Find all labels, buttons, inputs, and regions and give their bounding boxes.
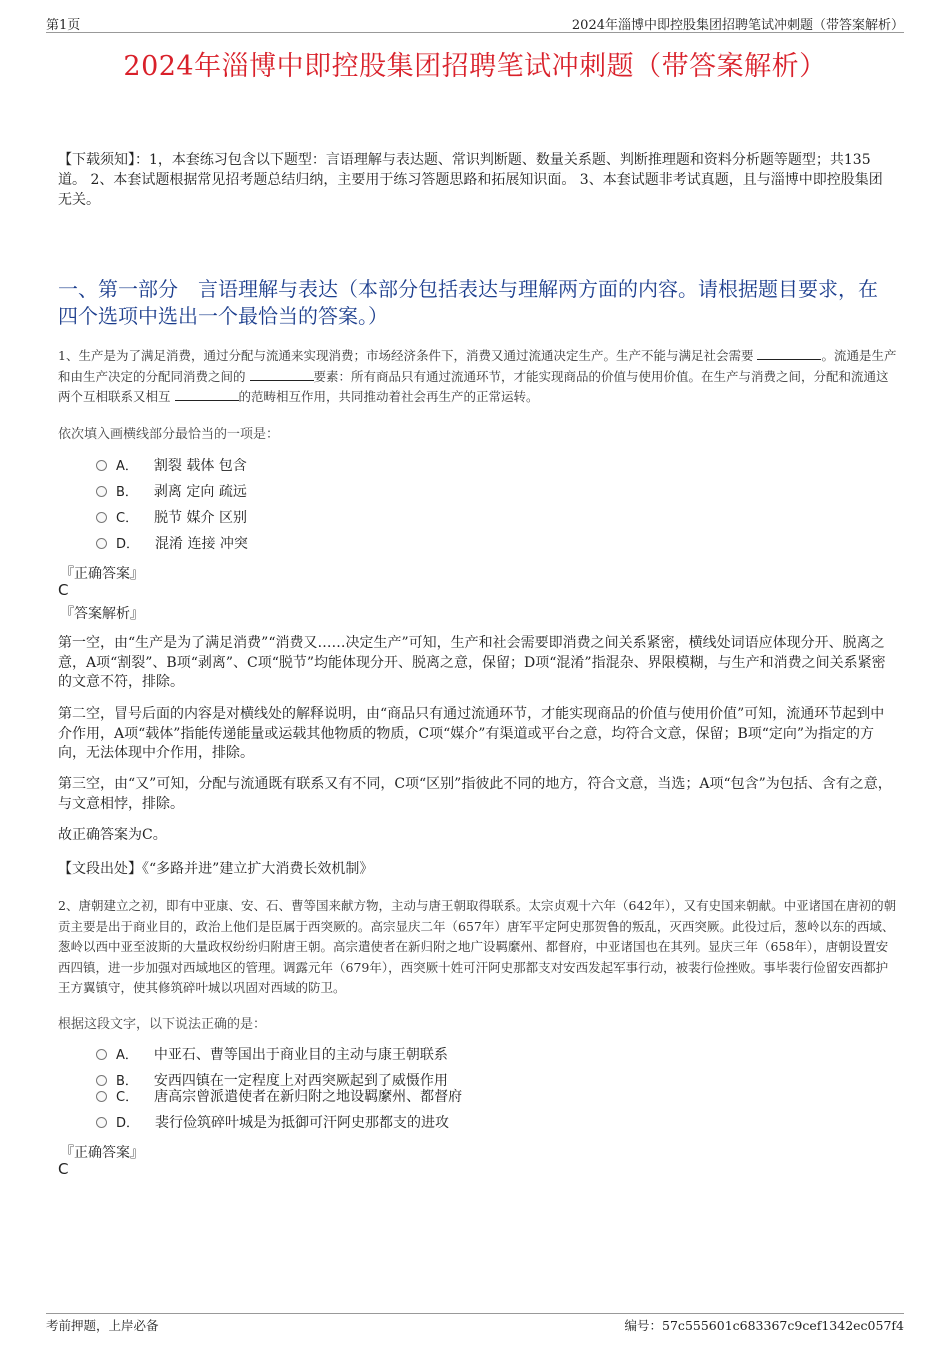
- question-2-text: 2、唐朝建立之初，即有中亚康、安、石、曹等国来献方物，主动与唐王朝取得联系。太宗贞观十六年（642年），又有史国来朝献。中亚诸国在唐初的朝贡主要是出于商业目的，政治上他们是臣属于西突厥的。高宗显庆二年（657年）唐军平定阿史那贺鲁的叛乱，灭西突厥。此役过后，葱岭以东的西域、葱岭以西中亚至波斯的大量政权纷纷归附唐王朝。高宗遣使者在新归附之地广设羁縻州、都督府，中亚诸国也在其列。显庆三年（658年），唐朝设置安西四镇，进一步加强对西域地区的管理。调露元年（679年），西突厥十姓可汗阿史那都支对安西发起军事行动，被裴行俭挫败。事毕裴行俭留安西都护王方翼镇守，使其修筑碎叶城以巩固对西域的防卫。: [58, 898, 897, 995]
- q1-answer: C: [58, 581, 69, 599]
- page-footer: [46, 1313, 904, 1334]
- q1-analysis-label: 『答案解析』: [60, 606, 144, 622]
- radio-icon[interactable]: [96, 1075, 107, 1086]
- radio-icon[interactable]: [96, 460, 107, 471]
- q2-answer: C: [58, 1160, 69, 1178]
- fill-blank-1: [757, 347, 821, 360]
- question-1-prompt: 依次填入画横线部分最恰当的一项是：: [58, 427, 280, 442]
- section-heading: 一、第一部分 言语理解与表达（本部分包括表达与理解两方面的内容。请根据题目要求，在四个选项中选出一个最恰当的答案。）: [58, 277, 878, 328]
- page-title: 2024年淄博中即控股集团招聘笔试冲刺题（带答案解析）: [123, 51, 827, 82]
- radio-icon[interactable]: [96, 486, 107, 497]
- fill-blank-2: [250, 368, 314, 381]
- footer-serial: 编号：57c555601c683367c9cef1342ec057f4: [624, 1318, 904, 1333]
- q2-option-b[interactable]: B． 安西四镇在一定程度上对西突厥起到了威慑作用: [96, 1071, 448, 1091]
- question-1-text: 1、生产是为了满足消费，通过分配与流通来实现消费；市场经济条件下，消费又通过流通决定生产。生产不能与满足社会需要 。流通是生产和由生产决定的分配同消费之间的 要素：所有商品只有通过流通环节，才能实现商品的价值与使用价值。在生产与消费之间，分配和流通这两个互相联系又相互 的范畴相互作用，共同推动着社会再生产的正常运转。: [58, 348, 897, 404]
- fill-blank-3: [175, 388, 239, 401]
- q1-option-a[interactable]: A． 割裂 载体 包含: [96, 456, 247, 476]
- q1-option-b[interactable]: B． 剥离 定向 疏远: [96, 482, 247, 502]
- q1-source: 【文段出处】《“多路并进”建立扩大消费长效机制》: [58, 861, 374, 877]
- q1-analysis-para-2: 第二空，冒号后面的内容是对横线处的解释说明，由“商品只有通过流通环节，才能实现商品的价值与使用价值”可知，流通环节起到中介作用，A项“载体”指能传递能量或运载其他物质的物质，C项“媒介”有渠道或平台之意，均符合文意，保留；B项“定向”为指定的方向，无法体现中介作用，排除。: [58, 706, 885, 761]
- page-number: 第1页: [46, 18, 81, 33]
- q2-option-a[interactable]: A． 中亚石、曹等国出于商业目的主动与康王朝联系: [96, 1045, 448, 1065]
- q2-option-c[interactable]: C． 唐高宗曾派遣使者在新归附之地设羁縻州、都督府: [96, 1087, 462, 1107]
- q1-option-c[interactable]: C． 脱节 媒介 区别: [96, 508, 247, 528]
- q1-option-d[interactable]: D． 混淆 连接 冲突: [96, 534, 248, 554]
- radio-icon[interactable]: [96, 1117, 107, 1128]
- page-header: [46, 14, 904, 33]
- radio-icon[interactable]: [96, 538, 107, 549]
- q2-answer-label: 『正确答案』: [60, 1145, 144, 1161]
- download-notice: 【下载须知】：1，本套练习包含以下题型：言语理解与表达题、常识判断题、数量关系题、判断推理题和资料分析题等题型；共135道。 2、本套试题根据常见招考题总结归纳，主要用于练习答题思路和拓展知识面。 3、本套试题非考试真题，且与淄博中即控股集团无关。: [58, 152, 883, 208]
- q1-analysis-conclusion: 故正确答案为C。: [58, 827, 167, 843]
- q1-analysis-para-1: 第一空，由“生产是为了满足消费”“消费又……决定生产”可知，生产和社会需要即消费之间关系紧密，横线处词语应体现分开、脱离之意，A项“割裂”、B项“剥离”、C项“脱节”均能体现分开、脱离之意，保留；D项“混淆”指混杂、界限模糊，与生产和消费之间关系紧密的文意不符，排除。: [58, 635, 886, 690]
- q1-answer-label: 『正确答案』: [60, 566, 144, 582]
- footer-slogan: 考前押题，上岸必备: [46, 1318, 159, 1333]
- radio-icon[interactable]: [96, 1091, 107, 1102]
- question-2-prompt: 根据这段文字，以下说法正确的是：: [58, 1017, 267, 1032]
- q2-option-d[interactable]: D． 裴行俭筑碎叶城是为抵御可汗阿史那都支的进攻: [96, 1113, 449, 1133]
- header-doc-title: 2024年淄博中即控股集团招聘笔试冲刺题（带答案解析）: [571, 18, 904, 33]
- radio-icon[interactable]: [96, 512, 107, 523]
- q1-analysis-para-3: 第三空，由“又”可知，分配与流通既有联系又有不同，C项“区别”指彼此不同的地方，符合文意，当选；A项“包含”为包括、含有之意，与文意相悖，排除。: [58, 776, 892, 812]
- radio-icon[interactable]: [96, 1049, 107, 1060]
